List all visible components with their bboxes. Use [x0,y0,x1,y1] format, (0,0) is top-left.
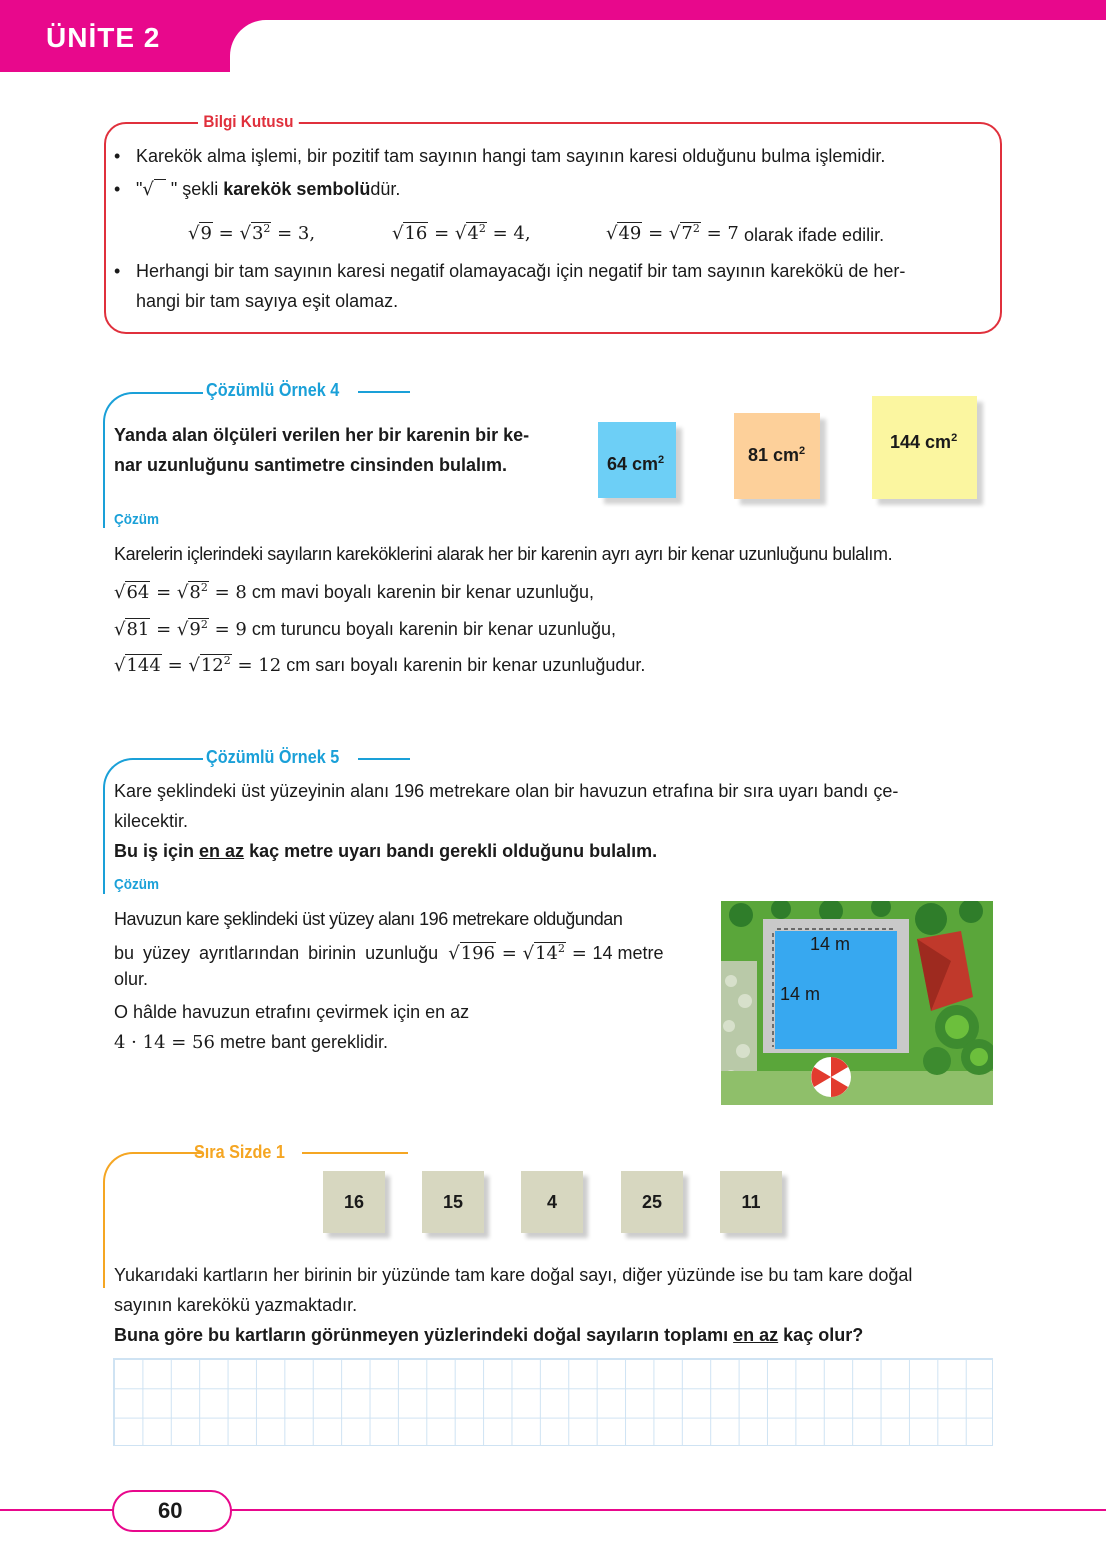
sira-sizde-title: Sıra Sizde 1 [194,1142,285,1162]
example5-sol-l5: 4 · 14 = 56 metre bant gereklidir. [114,1032,389,1053]
number-card: 4 [521,1171,583,1233]
number-card: 16 [323,1171,385,1233]
root-symbol: √ [142,179,154,200]
formula-1: $√9 = √3^2 = 3$, [188,222,316,244]
example4-title: Çözümlü Örnek 4 [206,380,340,400]
sira-sizde-text-l1: Yukarıdaki kartların her birinin bir yüzünde tam kare doğal sayı, diğer yüzünde ise bu tam kare doğal [114,1265,913,1285]
example5-sol-l4: O hâlde havuzun etrafını çevirmek için en az [114,1002,470,1022]
info-bullet-3-cont: hangi bir tam sayıya eşit olamaz. [136,291,399,311]
formula-3: $√49 = √7^2 = 7$ [606,222,739,244]
number-card: 15 [422,1171,484,1233]
square-orange: 81 $cm^2$ [734,413,820,499]
example5-sol-l1: Havuzun kare şeklindeki üst yüzey alanı 196 metrekare olduğundan [114,909,623,929]
example5-sol-l3: olur. [114,969,149,989]
pool-label-top: 14 m [810,934,851,954]
example5-question-l1: Kare şeklindeki üst yüzeyinin alanı 196 metrekare olan bir havuzun etrafına bir sıra uyarı bandı çe- [114,781,899,801]
info-bullet-3: • Herhangi bir tam sayının karesi negatif olamayacağı için negatif bir tam sayının karekökü de her- [114,261,906,281]
example4-title-line [358,391,410,393]
example5-question-bold: Bu iş için en az kaç metre uyarı bandı gerekli olduğunu bulalım. [114,841,658,861]
example4-question: Yanda alan ölçüleri verilen her bir karenin bir ke- nar uzunluğunu santimetre cinsinden bulalım. [114,425,530,475]
unit-label: ÜNİTE 2 [46,22,161,53]
info-bullet-2: • "√ " şekli karekök sembolüdür. [114,179,401,200]
example4-line-1: $√64 = √8^2 = 8$ cm mavi boyalı karenin bir kenar uzunluğu, [114,581,595,603]
example5-sol-l2: bu yüzey ayrıtlarından birinin uzunluğu $√196 = √14^2 = 14$ metre [114,942,664,964]
pool-illustration [721,901,993,1105]
formula-2: $√16 = √4^2 = 4$, [392,222,531,244]
example4-solution-label: Çözüm [114,511,159,528]
example4-line-2: $√81 = √9^2 = 9$ cm turuncu boyalı karenin bir kenar uzunluğu, [114,618,617,640]
answer-grid[interactable] [113,1358,993,1446]
number-card: 11 [720,1171,782,1233]
example5-question-l2: kilecektir. [114,811,189,831]
info-bullet-1: • Karekök alma işlemi, bir pozitif tam sayının hangi tam sayının karesi olduğunu bulma işlemidir. [114,146,886,166]
sira-sizde-title-line [302,1152,408,1154]
unit-tab-cut [230,20,360,72]
number-card: 25 [621,1171,683,1233]
example5-title: Çözümlü Örnek 5 [206,747,340,767]
example5-title-line [358,758,410,760]
pool-label-side: 14 m [780,984,821,1004]
sira-sizde-question: Buna göre bu kartların görünmeyen yüzlerindeki doğal sayıların toplamı en az kaç olur? [114,1325,864,1345]
square-blue: 64 $cm^2$ [598,422,676,498]
sira-sizde-text-l2: sayının karekökü yazmaktadır. [114,1295,358,1315]
formula-suffix: olarak ifade edilir. [744,225,885,245]
info-box-title: Bilgi Kutusu [198,112,299,132]
square-yellow: 144 $cm^2$ [872,396,977,499]
example4-line-3: $√144 = √12^2 = 12$ cm sarı boyalı karenin bir kenar uzunluğudur. [114,654,646,676]
example4-solution-intro: Karelerin içlerindeki sayıların kareköklerini alarak her bir karenin ayrı ayrı bir kenar uzunluğunu bulalım. [114,544,893,564]
example5-solution-label: Çözüm [114,876,159,893]
page-number: 60 [158,1498,183,1523]
